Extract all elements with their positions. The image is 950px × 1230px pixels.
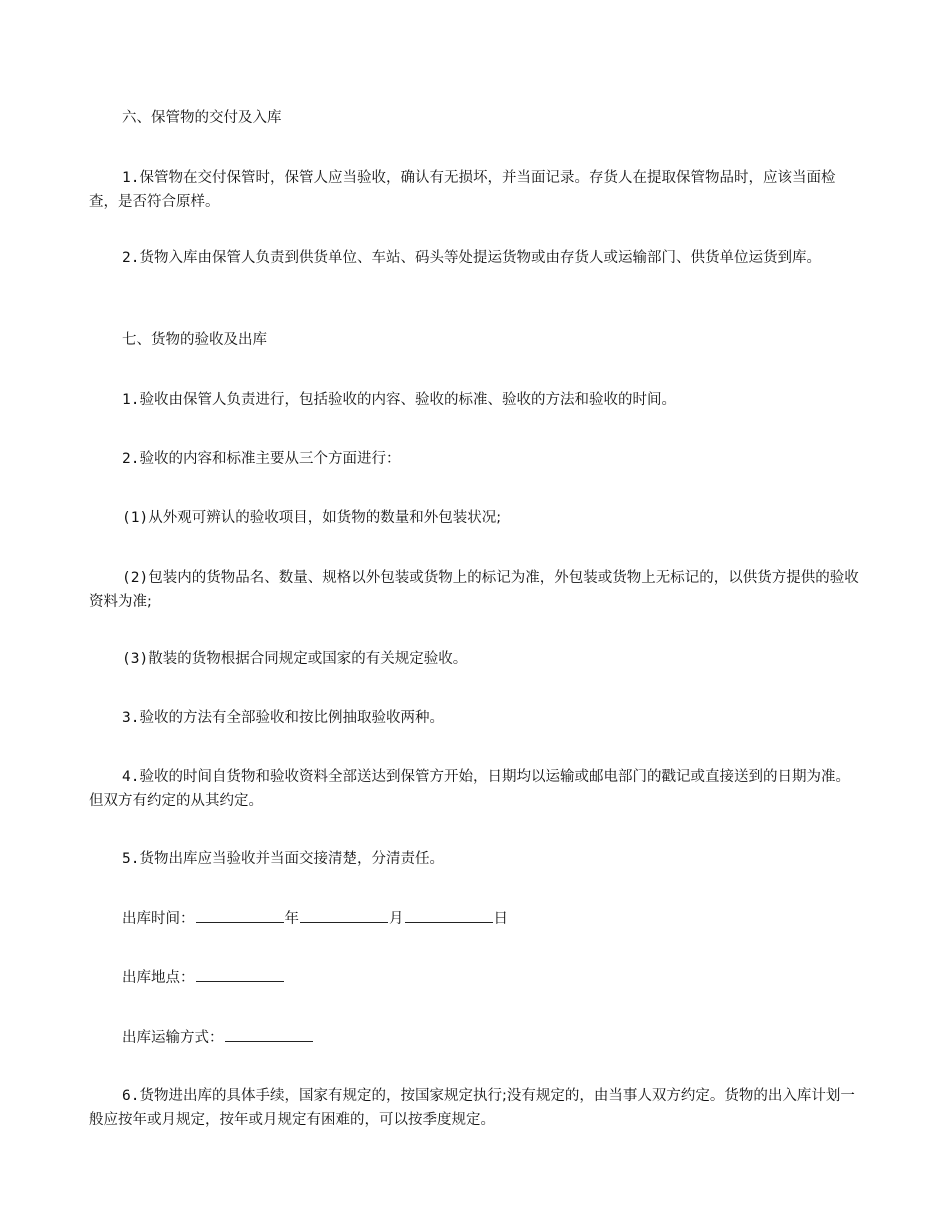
paragraph-6-2: 2.货物入库由保管人负责到供货单位、车站、码头等处提运货物或由存货人或运输部门、供货单位运货到库。 — [122, 250, 821, 266]
paragraph-7-2: 2.验收的内容和标准主要从三个方面进行： — [122, 451, 401, 467]
paragraph-7-2-3: (3)散装的货物根据合同规定或国家的有关规定验收。 — [122, 651, 468, 667]
paragraph-7-4: 4.验收的时间自货物和验收资料全部送达到保管方开始，日期均以运输或邮电部门的戳记或直接送到的日期为准。但双方有约定的从其约定。 — [89, 769, 850, 809]
paragraph-6-1: 1.保管物在交付保管时，保管人应当验收，确认有无损坏，并当面记录。存货人在提取保管物品时，应该当面检查，是否符合原样。 — [89, 170, 836, 210]
paragraph-7-6: 6.货物进出库的具体手续，国家有规定的，按国家规定执行;没有规定的，由当事人双方约定。货物的出入库计划一般应按年或月规定，按年或月规定有困难的，可以按季度规定。 — [89, 1088, 855, 1128]
paragraph-7-3: 3.验收的方法有全部验收和按比例抽取验收两种。 — [122, 710, 444, 726]
section-heading-6: 六、保管物的交付及入库 — [122, 110, 282, 126]
section-heading-7: 七、货物的验收及出库 — [122, 332, 267, 348]
form-outbound-transport: 出库运输方式： — [89, 1025, 859, 1050]
paragraph-7-2-2: (2)包装内的货物品名、数量、规格以外包装或货物上的标记为准，外包装或货物上无标记的，以供货方提供的验收资料为准; — [89, 570, 859, 610]
paragraph-7-2-1: (1)从外观可辨认的验收项目，如货物的数量和外包装状况; — [122, 510, 502, 526]
day-blank — [405, 906, 493, 923]
year-blank — [196, 906, 284, 923]
paragraph-7-5: 5.货物出库应当验收并当面交接清楚，分清责任。 — [122, 851, 444, 867]
place-blank — [196, 965, 284, 982]
form-outbound-place: 出库地点： — [89, 965, 859, 990]
month-blank — [300, 906, 388, 923]
transport-blank — [225, 1025, 313, 1042]
form-outbound-time: 出库时间： 年 月 日 — [89, 906, 859, 931]
paragraph-7-1: 1.验收由保管人负责进行，包括验收的内容、验收的标准、验收的方法和验收的时间。 — [122, 392, 676, 408]
